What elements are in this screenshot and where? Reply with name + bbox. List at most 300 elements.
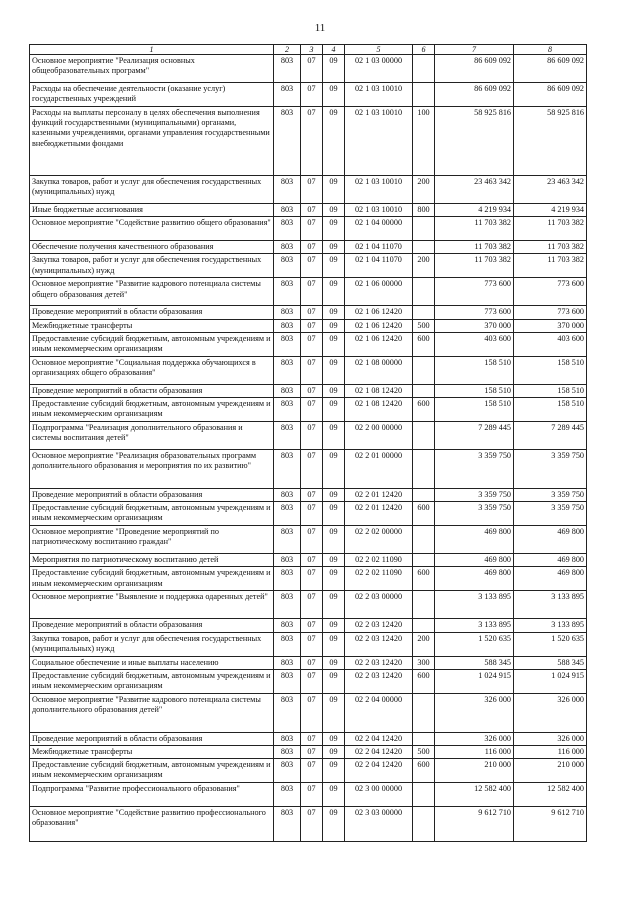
row-amount-cell: 12 582 400 <box>435 783 514 807</box>
row-name-cell: Закупка товаров, работ и услуг для обеспечения государственных (муниципальных) нужд <box>30 254 274 278</box>
row-code-cell: 02 1 08 12420 <box>345 384 413 397</box>
table-row <box>30 176 587 204</box>
row-code-cell: 803 <box>274 422 301 450</box>
row-code-cell: 803 <box>274 619 301 632</box>
row-code-cell: 07 <box>301 319 323 332</box>
row-code-cell: 09 <box>323 204 345 217</box>
row-amount-cell: 3 133 895 <box>435 591 514 619</box>
row-name-cell: Предоставление субсидий бюджетным, автономным учреждениям и иным некоммерческим организациям <box>30 398 274 422</box>
row-code-cell: 09 <box>323 450 345 489</box>
row-code-cell: 07 <box>301 254 323 278</box>
row-code-cell: 09 <box>323 554 345 567</box>
row-name-cell: Межбюджетные трансферты <box>30 319 274 332</box>
row-code-cell: 09 <box>323 632 345 656</box>
row-code-cell: 803 <box>274 254 301 278</box>
header-cell: 7 <box>435 45 514 55</box>
row-amount-cell: 3 133 895 <box>514 619 587 632</box>
table-row <box>30 398 587 422</box>
row-code-cell: 07 <box>301 278 323 306</box>
table-row <box>30 746 587 759</box>
row-amount-cell: 326 000 <box>435 693 514 732</box>
row-code-cell: 02 1 06 12420 <box>345 306 413 319</box>
row-amount-cell: 158 510 <box>435 356 514 384</box>
row-code-cell: 803 <box>274 176 301 204</box>
row-amount-cell: 4 219 934 <box>435 204 514 217</box>
row-code-cell: 07 <box>301 554 323 567</box>
row-code-cell: 02 2 03 12420 <box>345 619 413 632</box>
row-code-cell: 07 <box>301 591 323 619</box>
row-name-cell: Мероприятия по патриотическому воспитанию детей <box>30 554 274 567</box>
row-code-cell: 02 2 03 12420 <box>345 632 413 656</box>
row-amount-cell: 158 510 <box>514 356 587 384</box>
row-code-cell: 09 <box>323 398 345 422</box>
row-code-cell: 09 <box>323 306 345 319</box>
row-name-cell: Проведение мероприятий в области образования <box>30 619 274 632</box>
row-name-cell: Закупка товаров, работ и услуг для обеспечения государственных (муниципальных) нужд <box>30 632 274 656</box>
row-amount-cell: 1 024 915 <box>435 669 514 693</box>
row-amount-cell: 1 520 635 <box>514 632 587 656</box>
row-amount-cell: 11 703 382 <box>514 241 587 254</box>
row-code-cell: 09 <box>323 807 345 842</box>
table-row <box>30 567 587 591</box>
row-code-cell: 803 <box>274 632 301 656</box>
row-name-cell: Расходы на обеспечение деятельности (оказание услуг) государственных учреждений <box>30 83 274 107</box>
row-code-cell <box>413 217 435 241</box>
row-code-cell: 803 <box>274 502 301 526</box>
row-code-cell: 02 1 03 10010 <box>345 204 413 217</box>
row-amount-cell: 12 582 400 <box>514 783 587 807</box>
row-code-cell: 07 <box>301 422 323 450</box>
row-code-cell: 803 <box>274 759 301 783</box>
table-row <box>30 669 587 693</box>
row-amount-cell: 3 359 750 <box>514 450 587 489</box>
row-name-cell: Обеспечение получения качественного образования <box>30 241 274 254</box>
row-code-cell: 09 <box>323 254 345 278</box>
row-code-cell: 07 <box>301 632 323 656</box>
row-amount-cell: 588 345 <box>514 656 587 669</box>
row-amount-cell: 9 612 710 <box>435 807 514 842</box>
table-row <box>30 241 587 254</box>
row-code-cell: 803 <box>274 332 301 356</box>
row-code-cell: 07 <box>301 450 323 489</box>
row-code-cell: 800 <box>413 204 435 217</box>
row-amount-cell: 469 800 <box>435 526 514 554</box>
table-row <box>30 83 587 107</box>
row-amount-cell: 58 925 816 <box>435 107 514 176</box>
row-code-cell <box>413 384 435 397</box>
row-amount-cell: 23 463 342 <box>514 176 587 204</box>
row-code-cell: 02 1 08 12420 <box>345 398 413 422</box>
row-code-cell <box>413 83 435 107</box>
row-code-cell: 600 <box>413 669 435 693</box>
row-amount-cell: 326 000 <box>435 732 514 745</box>
header-cell: 2 <box>274 45 301 55</box>
row-code-cell: 09 <box>323 422 345 450</box>
row-code-cell: 600 <box>413 567 435 591</box>
row-code-cell: 300 <box>413 656 435 669</box>
row-amount-cell: 86 609 092 <box>435 83 514 107</box>
row-code-cell: 09 <box>323 669 345 693</box>
row-amount-cell: 773 600 <box>514 278 587 306</box>
row-code-cell: 09 <box>323 759 345 783</box>
row-amount-cell: 11 703 382 <box>435 254 514 278</box>
row-code-cell: 200 <box>413 254 435 278</box>
row-code-cell: 09 <box>323 656 345 669</box>
row-code-cell: 07 <box>301 356 323 384</box>
row-code-cell: 02 2 02 00000 <box>345 526 413 554</box>
row-name-cell: Основное мероприятие "Проведение мероприятий по патриотическому воспитанию граждан" <box>30 526 274 554</box>
table-header-row <box>30 45 587 55</box>
row-code-cell: 02 2 00 00000 <box>345 422 413 450</box>
row-code-cell: 09 <box>323 55 345 83</box>
row-code-cell <box>413 554 435 567</box>
row-code-cell <box>413 619 435 632</box>
row-code-cell: 09 <box>323 567 345 591</box>
row-code-cell: 09 <box>323 502 345 526</box>
row-code-cell: 803 <box>274 554 301 567</box>
row-code-cell: 07 <box>301 384 323 397</box>
row-code-cell: 02 1 04 11070 <box>345 254 413 278</box>
row-code-cell: 07 <box>301 398 323 422</box>
table-row <box>30 526 587 554</box>
row-code-cell: 803 <box>274 807 301 842</box>
table-row <box>30 55 587 83</box>
row-name-cell: Предоставление субсидий бюджетным, автономным учреждениям и иным некоммерческим организациям <box>30 332 274 356</box>
row-code-cell: 803 <box>274 693 301 732</box>
table-row <box>30 656 587 669</box>
row-amount-cell: 86 609 092 <box>514 83 587 107</box>
table-row <box>30 306 587 319</box>
row-amount-cell: 773 600 <box>435 278 514 306</box>
row-amount-cell: 3 133 895 <box>435 619 514 632</box>
row-name-cell: Основное мероприятие "Социальная поддержка обучающихся в организациях общего образования" <box>30 356 274 384</box>
row-code-cell: 09 <box>323 176 345 204</box>
row-code-cell <box>413 783 435 807</box>
header-cell: 1 <box>30 45 274 55</box>
row-code-cell <box>413 693 435 732</box>
table-row <box>30 217 587 241</box>
row-code-cell: 07 <box>301 526 323 554</box>
row-code-cell: 803 <box>274 567 301 591</box>
row-code-cell: 803 <box>274 783 301 807</box>
row-code-cell: 500 <box>413 746 435 759</box>
row-amount-cell: 3 359 750 <box>514 502 587 526</box>
row-amount-cell: 11 703 382 <box>514 217 587 241</box>
row-code-cell: 02 2 01 00000 <box>345 450 413 489</box>
row-code-cell <box>413 591 435 619</box>
row-code-cell: 07 <box>301 656 323 669</box>
row-name-cell: Предоставление субсидий бюджетным, автономным учреждениям и иным некоммерческим организациям <box>30 502 274 526</box>
row-amount-cell: 11 703 382 <box>435 217 514 241</box>
row-code-cell: 803 <box>274 656 301 669</box>
row-amount-cell: 58 925 816 <box>514 107 587 176</box>
row-code-cell: 07 <box>301 306 323 319</box>
row-code-cell: 600 <box>413 759 435 783</box>
row-code-cell: 803 <box>274 384 301 397</box>
row-name-cell: Проведение мероприятий в области образования <box>30 384 274 397</box>
row-code-cell: 803 <box>274 55 301 83</box>
row-code-cell: 09 <box>323 783 345 807</box>
table-row <box>30 422 587 450</box>
row-code-cell: 600 <box>413 398 435 422</box>
row-code-cell: 07 <box>301 55 323 83</box>
row-amount-cell: 158 510 <box>435 398 514 422</box>
row-code-cell <box>413 306 435 319</box>
row-amount-cell: 116 000 <box>514 746 587 759</box>
row-name-cell: Проведение мероприятий в области образования <box>30 489 274 502</box>
row-code-cell: 07 <box>301 489 323 502</box>
row-amount-cell: 158 510 <box>514 384 587 397</box>
row-code-cell: 07 <box>301 759 323 783</box>
row-code-cell: 02 2 04 12420 <box>345 759 413 783</box>
row-code-cell: 09 <box>323 332 345 356</box>
row-code-cell: 02 1 06 00000 <box>345 278 413 306</box>
row-code-cell: 09 <box>323 278 345 306</box>
row-amount-cell: 1 520 635 <box>435 632 514 656</box>
table-row <box>30 278 587 306</box>
row-code-cell: 02 1 03 10010 <box>345 107 413 176</box>
table-row <box>30 554 587 567</box>
row-code-cell <box>413 356 435 384</box>
row-amount-cell: 1 024 915 <box>514 669 587 693</box>
row-code-cell: 803 <box>274 278 301 306</box>
row-amount-cell: 469 800 <box>435 567 514 591</box>
row-code-cell: 07 <box>301 176 323 204</box>
header-cell: 5 <box>345 45 413 55</box>
row-code-cell: 09 <box>323 526 345 554</box>
row-amount-cell: 588 345 <box>435 656 514 669</box>
row-amount-cell: 7 289 445 <box>435 422 514 450</box>
row-code-cell: 02 1 04 11070 <box>345 241 413 254</box>
row-code-cell: 09 <box>323 591 345 619</box>
table-row <box>30 254 587 278</box>
row-amount-cell: 158 510 <box>514 398 587 422</box>
row-amount-cell: 3 133 895 <box>514 591 587 619</box>
table-row <box>30 384 587 397</box>
row-code-cell: 07 <box>301 217 323 241</box>
row-name-cell: Подпрограмма "Реализация дополнительного образования и системы воспитания детей" <box>30 422 274 450</box>
row-code-cell: 07 <box>301 693 323 732</box>
row-code-cell: 09 <box>323 356 345 384</box>
row-code-cell: 09 <box>323 107 345 176</box>
budget-table-body <box>30 45 587 842</box>
row-code-cell: 07 <box>301 746 323 759</box>
row-code-cell: 07 <box>301 332 323 356</box>
row-code-cell: 803 <box>274 83 301 107</box>
row-code-cell: 803 <box>274 398 301 422</box>
row-code-cell <box>413 732 435 745</box>
table-row <box>30 732 587 745</box>
row-code-cell: 02 2 01 12420 <box>345 502 413 526</box>
table-row <box>30 759 587 783</box>
row-code-cell: 02 2 04 12420 <box>345 732 413 745</box>
row-amount-cell: 773 600 <box>435 306 514 319</box>
row-code-cell: 07 <box>301 732 323 745</box>
row-amount-cell: 7 289 445 <box>514 422 587 450</box>
row-code-cell <box>413 278 435 306</box>
row-code-cell: 09 <box>323 732 345 745</box>
row-code-cell: 803 <box>274 746 301 759</box>
row-code-cell: 803 <box>274 732 301 745</box>
row-amount-cell: 86 609 092 <box>514 55 587 83</box>
row-code-cell: 07 <box>301 107 323 176</box>
table-row <box>30 502 587 526</box>
row-code-cell: 02 3 03 00000 <box>345 807 413 842</box>
row-name-cell: Социальное обеспечение и иные выплаты населению <box>30 656 274 669</box>
row-name-cell: Расходы на выплаты персоналу в целях обеспечения выполнения функций государственными (муниципальными) органами, казенными учреждениями, органами управления государственными внебюджетными фондами <box>30 107 274 176</box>
row-code-cell <box>413 489 435 502</box>
row-code-cell: 02 2 02 11090 <box>345 567 413 591</box>
row-code-cell: 02 2 03 12420 <box>345 669 413 693</box>
row-amount-cell: 370 000 <box>514 319 587 332</box>
row-code-cell: 803 <box>274 450 301 489</box>
row-name-cell: Закупка товаров, работ и услуг для обеспечения государственных (муниципальных) нужд <box>30 176 274 204</box>
row-code-cell: 803 <box>274 591 301 619</box>
row-name-cell: Проведение мероприятий в области образования <box>30 306 274 319</box>
row-amount-cell: 23 463 342 <box>435 176 514 204</box>
row-name-cell: Предоставление субсидий бюджетным, автономным учреждениям и иным некоммерческим организациям <box>30 567 274 591</box>
row-amount-cell: 469 800 <box>514 554 587 567</box>
row-amount-cell: 4 219 934 <box>514 204 587 217</box>
row-code-cell: 600 <box>413 332 435 356</box>
row-amount-cell: 403 600 <box>514 332 587 356</box>
table-row <box>30 204 587 217</box>
row-name-cell: Основное мероприятие "Содействие развитию общего образования" <box>30 217 274 241</box>
row-name-cell: Межбюджетные трансферты <box>30 746 274 759</box>
row-code-cell: 07 <box>301 83 323 107</box>
row-name-cell: Подпрограмма "Развитие профессионального образования" <box>30 783 274 807</box>
row-amount-cell: 3 359 750 <box>514 489 587 502</box>
row-amount-cell: 11 703 382 <box>435 241 514 254</box>
row-code-cell: 07 <box>301 783 323 807</box>
row-code-cell: 09 <box>323 384 345 397</box>
row-code-cell: 07 <box>301 502 323 526</box>
row-code-cell: 100 <box>413 107 435 176</box>
row-amount-cell: 3 359 750 <box>435 489 514 502</box>
table-row <box>30 356 587 384</box>
row-amount-cell: 403 600 <box>435 332 514 356</box>
row-code-cell <box>413 422 435 450</box>
row-code-cell: 803 <box>274 489 301 502</box>
row-code-cell <box>413 807 435 842</box>
row-code-cell: 02 2 03 12420 <box>345 656 413 669</box>
row-name-cell: Основное мероприятие "Развитие кадрового потенциала системы дополнительного образования детей" <box>30 693 274 732</box>
row-amount-cell: 773 600 <box>514 306 587 319</box>
row-code-cell: 07 <box>301 567 323 591</box>
table-row <box>30 632 587 656</box>
row-code-cell <box>413 450 435 489</box>
row-name-cell: Основное мероприятие "Реализация основных общеобразовательных программ" <box>30 55 274 83</box>
row-name-cell: Основное мероприятие "Реализация образовательных программ дополнительного образования и мероприятия по их развитию" <box>30 450 274 489</box>
row-code-cell: 07 <box>301 204 323 217</box>
row-name-cell: Иные бюджетные ассигнования <box>30 204 274 217</box>
row-amount-cell: 370 000 <box>435 319 514 332</box>
table-row <box>30 319 587 332</box>
row-name-cell: Проведение мероприятий в области образования <box>30 732 274 745</box>
row-code-cell: 803 <box>274 356 301 384</box>
row-code-cell <box>413 241 435 254</box>
table-row <box>30 807 587 842</box>
row-amount-cell: 210 000 <box>514 759 587 783</box>
row-code-cell: 803 <box>274 241 301 254</box>
row-code-cell: 09 <box>323 619 345 632</box>
row-code-cell: 200 <box>413 632 435 656</box>
row-name-cell: Предоставление субсидий бюджетным, автономным учреждениям и иным некоммерческим организациям <box>30 669 274 693</box>
row-amount-cell: 86 609 092 <box>435 55 514 83</box>
row-code-cell <box>413 55 435 83</box>
row-code-cell: 02 1 08 00000 <box>345 356 413 384</box>
row-amount-cell: 116 000 <box>435 746 514 759</box>
table-row <box>30 591 587 619</box>
row-code-cell: 803 <box>274 306 301 319</box>
row-code-cell: 02 1 06 12420 <box>345 332 413 356</box>
row-code-cell: 07 <box>301 669 323 693</box>
row-code-cell: 02 2 01 12420 <box>345 489 413 502</box>
row-amount-cell: 9 612 710 <box>514 807 587 842</box>
row-code-cell: 09 <box>323 319 345 332</box>
row-code-cell: 600 <box>413 502 435 526</box>
row-code-cell: 02 2 03 00000 <box>345 591 413 619</box>
row-code-cell <box>413 526 435 554</box>
table-row <box>30 107 587 176</box>
row-code-cell: 09 <box>323 241 345 254</box>
row-amount-cell: 469 800 <box>514 567 587 591</box>
row-amount-cell: 326 000 <box>514 693 587 732</box>
budget-table <box>29 44 587 842</box>
row-code-cell: 09 <box>323 217 345 241</box>
row-code-cell: 07 <box>301 807 323 842</box>
row-code-cell: 803 <box>274 204 301 217</box>
row-name-cell: Основное мероприятие "Содействие развитию профессионального образования" <box>30 807 274 842</box>
row-name-cell: Основное мероприятие "Выявление и поддержка одаренных детей" <box>30 591 274 619</box>
row-amount-cell: 3 359 750 <box>435 450 514 489</box>
row-amount-cell: 3 359 750 <box>435 502 514 526</box>
row-code-cell: 803 <box>274 319 301 332</box>
table-row <box>30 693 587 732</box>
table-row <box>30 619 587 632</box>
row-code-cell: 02 2 04 12420 <box>345 746 413 759</box>
row-code-cell: 09 <box>323 746 345 759</box>
table-row <box>30 332 587 356</box>
row-code-cell: 803 <box>274 107 301 176</box>
row-amount-cell: 210 000 <box>435 759 514 783</box>
row-code-cell: 500 <box>413 319 435 332</box>
row-amount-cell: 11 703 382 <box>514 254 587 278</box>
row-code-cell: 803 <box>274 669 301 693</box>
row-code-cell: 02 1 04 00000 <box>345 217 413 241</box>
row-code-cell: 200 <box>413 176 435 204</box>
row-code-cell: 02 1 03 10010 <box>345 83 413 107</box>
row-amount-cell: 158 510 <box>435 384 514 397</box>
row-code-cell: 02 1 03 00000 <box>345 55 413 83</box>
header-cell: 3 <box>301 45 323 55</box>
row-code-cell: 07 <box>301 619 323 632</box>
row-code-cell: 02 2 04 00000 <box>345 693 413 732</box>
table-row <box>30 450 587 489</box>
row-code-cell: 09 <box>323 489 345 502</box>
header-cell: 6 <box>413 45 435 55</box>
page-number: 11 <box>314 22 326 34</box>
row-amount-cell: 469 800 <box>514 526 587 554</box>
row-name-cell: Основное мероприятие "Развитие кадрового потенциала системы общего образования детей" <box>30 278 274 306</box>
row-code-cell: 02 2 02 11090 <box>345 554 413 567</box>
row-code-cell: 02 1 03 10010 <box>345 176 413 204</box>
table-row <box>30 489 587 502</box>
row-code-cell: 803 <box>274 526 301 554</box>
row-code-cell: 09 <box>323 83 345 107</box>
row-code-cell: 09 <box>323 693 345 732</box>
row-code-cell: 07 <box>301 241 323 254</box>
